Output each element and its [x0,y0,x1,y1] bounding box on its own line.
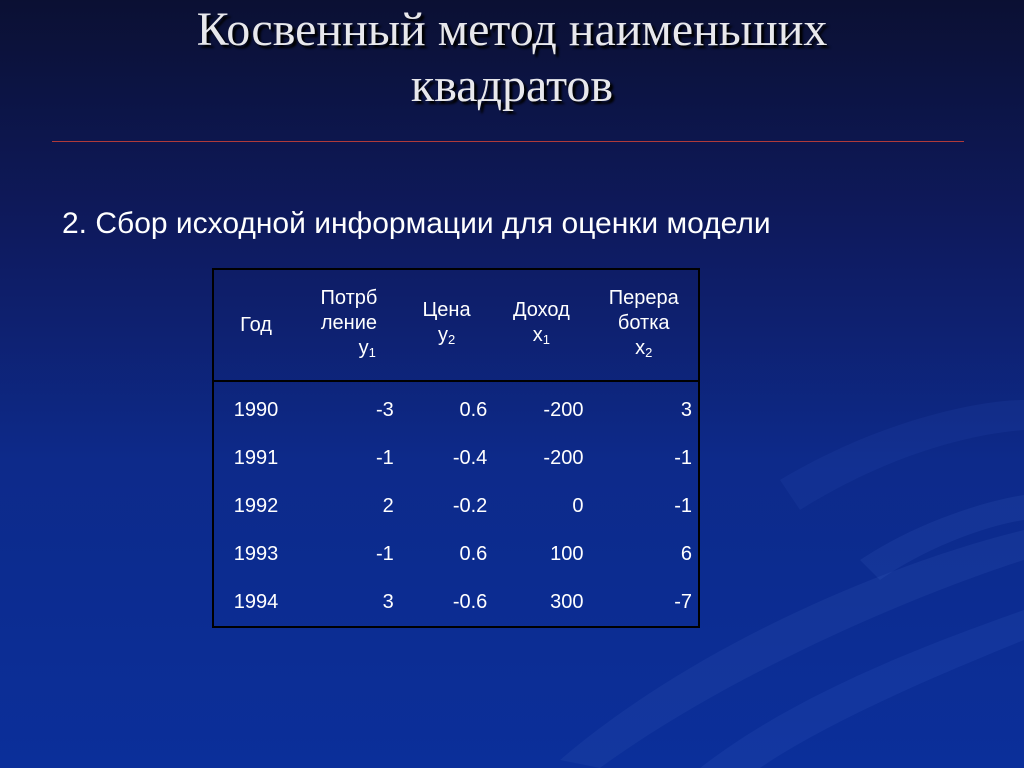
cell-processing: -1 [674,494,692,517]
cell-price: 0.6 [459,542,488,565]
cell-consumption: -3 [376,398,394,421]
cell-year: 1992 [233,494,279,517]
cell-income: -200 [543,398,584,421]
cell-processing: -7 [674,590,692,613]
title-divider [52,141,964,142]
slide-title-line-2: квадратов [410,59,614,112]
cell-consumption: -1 [376,446,394,469]
cell-year: 1990 [233,398,279,421]
source-data-table [212,268,700,628]
slide-title [0,2,1024,114]
cell-processing: 3 [680,398,692,421]
cell-processing: -1 [674,446,692,469]
cell-year: 1993 [233,542,279,565]
cell-income: 100 [550,542,584,565]
table-row [213,482,699,530]
header-consumption: Потрб ление $y_1$ [298,269,400,381]
cell-price: -0.6 [452,590,488,613]
table-row [213,381,699,434]
slide-title-line-1: Косвенный метод наименьших [196,3,828,56]
cell-price: 0.6 [459,398,488,421]
table-row [213,434,699,482]
cell-income: 0 [572,494,584,517]
header-year: Год [213,269,298,381]
cell-year: 1994 [233,590,279,613]
cell-income: -200 [543,446,584,469]
cell-consumption: 3 [382,590,394,613]
table-header-row [213,269,699,381]
header-income: Доход $x_1$ [493,269,589,381]
header-price: Цена $y_2$ [400,269,494,381]
cell-income: 300 [550,590,584,613]
cell-consumption: -1 [376,542,394,565]
cell-processing: 6 [680,542,692,565]
cell-year: 1991 [233,446,279,469]
cell-price: -0.2 [452,494,488,517]
slide-subheading: 2. Сбор исходной информации для оценки модели [62,207,771,240]
header-processing: Перера ботка $x_2$ [589,269,699,381]
cell-price: -0.4 [452,446,488,469]
cell-consumption: 2 [382,494,394,517]
table-row [213,530,699,578]
table-row [213,578,699,627]
